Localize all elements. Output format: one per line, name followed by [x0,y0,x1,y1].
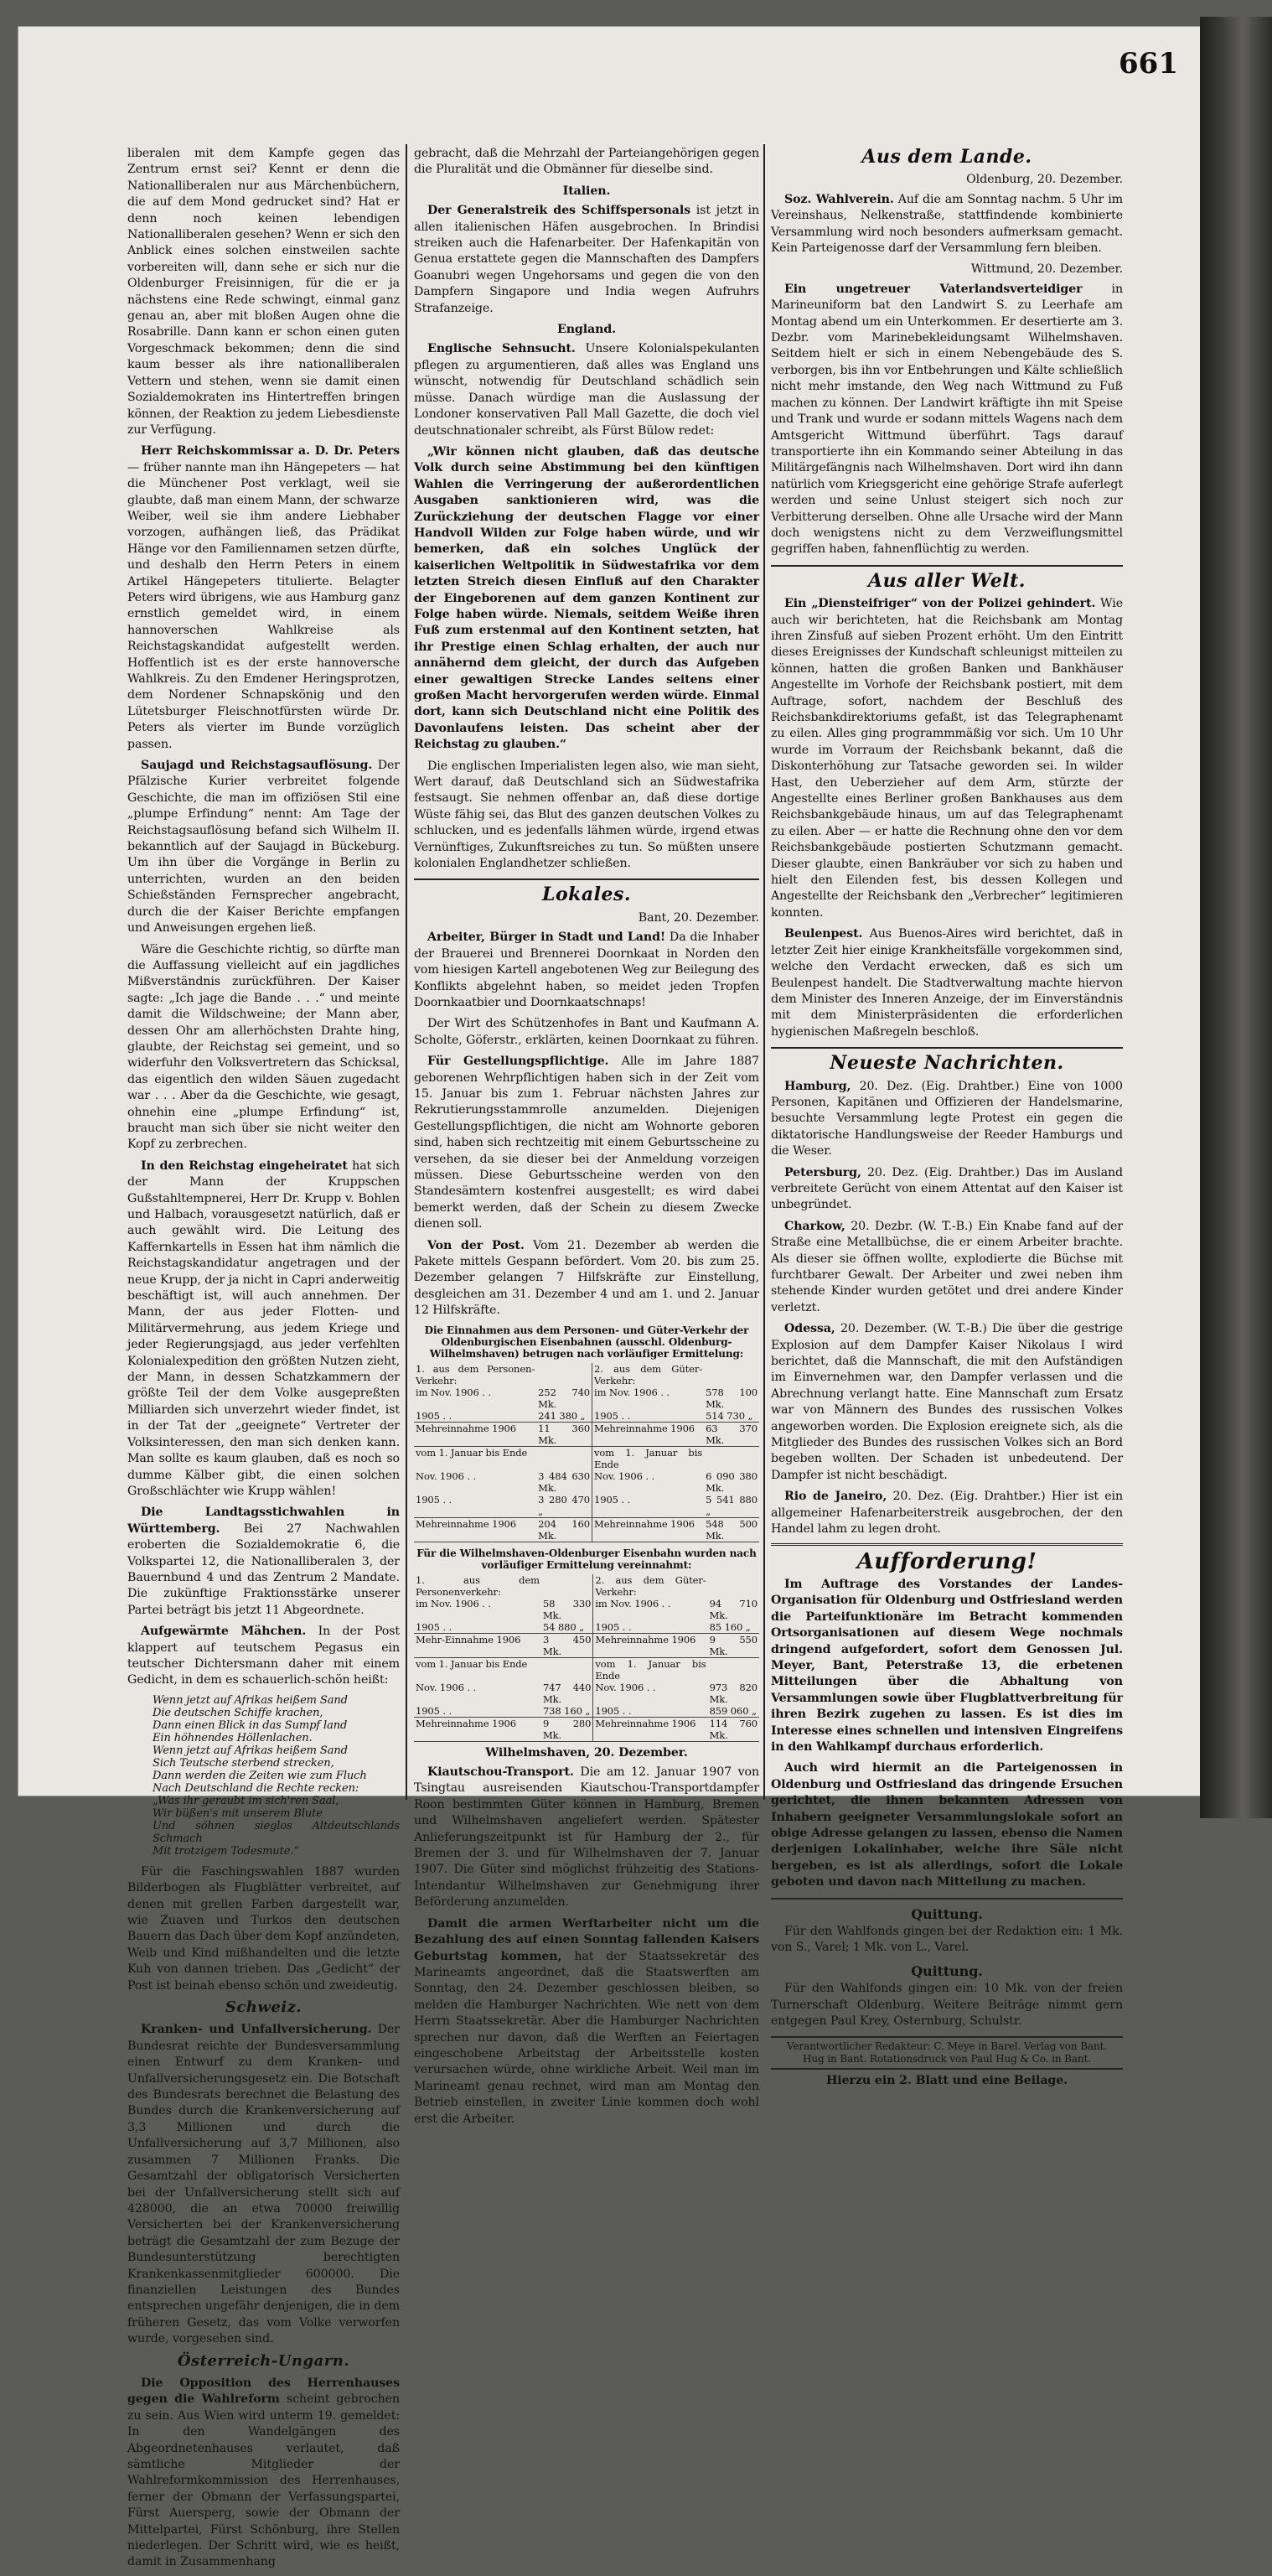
column-rule-2 [763,144,765,1800]
section-heading: Aufforderung! [856,1548,1037,1574]
section-heading: Schweiz. [225,1998,302,2017]
paragraph-lead: Charkow, [784,1219,845,1233]
paragraph-lead: Die Opposition des Herrenhauses gegen die Wahlreform [127,2376,400,2407]
paragraph: Kiautschou-Transport. Die am 12. Januar 1907 von Tsingtau ausreisenden Kiautschou-Transportdampfer Roon bestimmten Güter können in Hamburg, Bremen und Wilhelmshaven angeliefert werden. Spätester Anlieferungszeitpunkt ist für Hamburg der 2., für Bremen der 3. und für Wilhelmshaven der 7. Januar 1907. Die Güter sind möglichst frühzeitig des Stations-Intendantur Wilhelmshaven zur Genehmigung ihrer Beförderung anzumelden. [414,1765,759,1910]
dateline: Bant, 20. Dezember. [638,910,759,925]
paragraph: Für Gestellungspflichtige. Alle im Jahre 1887 geborenen Wehrpflichtigen haben sich in der Zeit vom 15. Januar bis zum 1. Februar nächsten Jahres zur Rekrutierungsstammrolle anzumelden. Diejenigen Gestellungspflichtigen, die nicht am Wohnorte geboren sind, haben sich rechtzeitig mit einem Geburtsscheine zu versehen, da sie dieser bei der Anmeldung vorzeigen müssen. Diese Geburtsscheine werden von den Standesämtern kostenfrei ausgestellt; es wird dabei bemerkt werden, daß der Schein zu diesem Zwecke dienen soll. [414,1055,759,1231]
paragraph: Damit die armen Werftarbeiter nicht um die Bezahlung des auf einen Sonntag fallenden Kaisers Geburtstag kommen, hat der Staatssekretär des Marineamts angeordnet, daß die Staatswerften am Sonntag, den 24. Dezember geschlossen bleiben, so melden die Hamburger Nachrichten. Wie nett von dem Herrn Staatssekretär. Aber die Hamburger Nachrichten sprechen nur davon, daß die Werften an Feiertagen eingeschobene Arbeitstag der Arbeitsstelle kosten verursachen würde, ohne wirkliche Arbeit. Weil man im Marineamt genau rechnet, wird man am Montag den Betrieb einstellen, in zweiter Linie kommen doch wohl erst die Arbeiter. [414,1916,759,2126]
paragraph: Charkow, 20. Dezbr. (W. T.-B.) Ein Knabe fand auf der Straße eine Metallbüchse, die er einem Arbeiter brachte. Als dieser sie öffnen wollte, explodierte die Büchse mit furchtbarer Gewalt. Der Arbeiter und zwei neben ihm stehende Kinder wurden getötet und drei andere Kinder verletzt. [771,1219,1123,1314]
imprint-line: Verantwortlicher Redakteur: C. Meye in Barel. Verlag von Bant. [786,2040,1108,2053]
paragraph-lead: Petersburg, [784,1165,861,1179]
poem-line: Nach Deutschland die Rechte recken: [153,1781,359,1795]
divider [771,565,1123,567]
paragraph: „Wir können nicht glauben, daß das deutsche Volk durch seine Abstimmung bei den künftigen Wahlen die Verringerung der außerordentlichen Ausgaben sanktionieren wird, was die Zurückziehung der deutschen Flagge vor einer Handvoll Wilden zur Folge haben würde, und wir bemerken, daß ein solches Unglück der kaiserlichen Weltpolitik in Südwestafrika vor dem letzten Streich diesen Einfluß auf den Charakter der Eingeborenen auf dem ganzen Kontinent zur Folge haben würde. Niemals, seitdem Weiße ihren Fuß zum erstenmal auf den Kontinent setzten, hat ihr Prestige einen Schlag erhalten, der auch nur annähernd dem gleicht, der durch das Aufgeben einer gewaltigen Strecke Landes seitens einer großen Macht hervorgerufen werden würde. Einmal dort, kann sich Deutschland nicht eine Politik des Davonlaufens leisten. Das scheint aber der Reichstag zu glauben.“ [414,444,759,752]
paragraph: Aufgewärmte Mähchen. In der Post klappert auf teutschem Pegasus ein teutscher Dichtersmann daher mit einem Gedicht, in dem es schauerlich-schön heißt: [127,1625,400,1687]
poem [153,1694,400,1858]
paragraph-lead: Ein ungetreuer Vaterlandsverteidiger [784,282,1083,296]
paragraph: Ein „Diensteifriger“ von der Polizei gehindert. Wie auch wir berichteten, hat die Reichsbank am Montag ihren Zinsfuß auf sieben Prozent erhöht. Um den Eintritt dieses Ereignisses der Kundschaft schleunigst mitteilen zu können, hatten die großen Banken und Bankhäuser Angestellte im Vorhofe der Reichsbank postiert, mit dem Auftrage, sofort, nachdem der Beschluß des Reichsbankdirektoriums gefaßt, ist das Telegraphenamt zu eilen. Alles ging programmmäßig vor sich. Um 10 Uhr wurde im Vorraum der Reichsbank bekannt, daß die Diskonterhöhung zur Tatsache geworden sei. In wilder Hast, den Ueberzieher auf dem Arm, stürzte der Angestellte eines Berliner großen Bankhauses aus dem Reichsbankgebäude hinaus, um auf das Telegraphenamt zu eilen. Aber — er hatte die Rechnung ohne den vor dem Reichsbankgebäude postierten Schutzmann gemacht. Dieser glaubte, einen Bankräuber vor sich zu haben und hielt den Eilenden fest, bis dessen Kollegen und Angestellte der Reichsbank den „Verbrecher“ legitimieren konnten. [771,597,1123,920]
revenue-table-2 [414,1574,759,1742]
poem-line: Wir büßen's mit unserem Blute [153,1806,323,1820]
paragraph: Für den Wahlfonds gingen ein: 10 Mk. von der freien Turnerschaft Oldenburg. Weitere Beiträge nimmt gern entgegen Paul Krey, Osternburg, Schulstr. [771,1982,1123,2029]
table-row: Mehreinnahme 1906 11 360 Mk. Mehreinnahme 1906 63 370 Mk. [416,1422,758,1446]
table-row: im Nov. 1906 . . 252 740 Mk. im Nov. 1906 . . 578 100 Mk. [416,1386,758,1410]
paragraph-lead: Aufgewärmte Mähchen. [141,1625,307,1639]
dateline: Wittmund, 20. Dezember. [970,262,1123,277]
paragraph: Für die Faschingswahlen 1887 wurden Bilderbogen als Flugblätter verbreitet, auf denen mit grellen Farben dargestellt war, wie Zuaven und Turkos den deutschen Bauern das Dach über dem Kopf anzündeten, Weib und Kind mißhandelten und die letzte Kuh von dannen trieben. Das „Gedicht“ der Post ist beinah ebenso schön und zweideutig. [127,1864,400,1993]
table-row: Mehr-Einnahme 1906 3 450 Mk. Mehreinnahme 1906 9 550 Mk. [416,1633,758,1657]
dateline: Wilhelmshaven, 20. Dezember. [485,1745,688,1760]
paragraph: Die Opposition des Herrenhauses gegen die Wahlreform scheint gebrochen zu sein. Aus Wien wird unterm 19. gemeldet: In den Wandelgängen des Abgeordnetenhauses verlautet, daß sämtliche Mitglieder der Wahlreformkommission des Herrenhauses, ferner der Obmann der Verfassungspartei, Fürst Auersperg, sowie der Obmann der Mittelpartei, Fürst Schönburg, ihre Stellen niederlegen. Der Schritt wird, wie es heißt, damit in Zusammenhang [127,2376,400,2569]
paragraph: Petersburg, 20. Dez. (Eig. Drahtber.) Das im Ausland verbreitete Gerücht von einem Attentat auf den Kaiser ist unbegründet. [771,1165,1123,1212]
divider [414,879,759,880]
paragraph: Für den Wahlfonds gingen bei der Redaktion ein: 1 Mk. von S., Varel; 1 Mk. von L., Varel. [771,1925,1123,1955]
poem-line: Ein höhnendes Höllenlachen. [153,1731,313,1744]
paragraph: Von der Post. Vom 21. Dezember ab werden die Pakete mittels Gespann befördert. Vom 20. bis zum 25. Dezember gelangen 7 Hilfskräfte zur Einstellung, desgleichen am 31. Dezember 4 und am 1. und 2. Januar 12 Hilfskräfte. [414,1238,759,1318]
poem-line: Dann einen Blick in das Sumpf land [153,1718,348,1732]
table-row: Nov. 1906 . . 747 440 Mk. Nov. 1906 . . 973 820 Mk. [416,1681,758,1705]
paragraph: Herr Reichskommissar a. D. Dr. Peters — früher nannte man ihn Hängepeters — hat die Münchener Post verklagt, weil sie glaubte, daß man einem Mann, der schwarze Weiber, weil sie ihm andere Liebhaber vorzogen, aufhängen ließ, das Prädikat Hänge vor den Familiennamen setzen dürfte, und deshalb den Herrn Peters in einem Artikel Hängepeters titulierte. Belagter Peters wird übrigens, wie aus Hamburg ganz ernstlich gemeldet wird, in einem hannoverschen Wahlkreise als Reichstagskandidat aufgestellt werden. Hoffentlich ist es der erste hannoversche Wahlkreis. Zu den Emdener Heringsprotzen, dem Nordener Schnapskönig und den Lütetsburger Fleischnotfürsten würde Dr. Peters als vierter im Bunde vorzüglich passen. [127,444,400,751]
paragraph: Wäre die Geschichte richtig, so dürfte man die Auffassung vielleicht auf ein jagdliches Mißverständnis zurückführen. Der Kaiser sagte: „Ich jage die Bande . . .“ und meinte damit die Wildschweine; der Mann aber, dessen Ohr am allerhöchsten Drahte hing, glaubte, der Reichstag sei gemeint, und so widerfuhr den Volksvertretern das Schicksal, das eigentlich den wilden Säuen zugedacht war . . . Aber da die Geschichte, wie gesagt, ohnehin eine „plumpe Erfindung“ ist, braucht man sich über sie nicht weiter den Kopf zu zerbrechen. [127,942,400,1152]
poem-line: Dann werden die Zeiten wie zum Fluch [153,1769,367,1782]
paragraph-lead: In den Reichstag eingeheiratet [141,1158,348,1173]
paragraph: In den Reichstag eingeheiratet hat sich der Mann der Kruppschen Gußstahltempnerei, Herr Dr. Krupp v. Bohlen und Halbach, vorausgesetzt natürlich, daß er auch gewählt wird. Die Leitung des Kaffernkartells in Essen hat ihm nämlich die Reichstagskandidatur angetragen und der neue Krupp, der ja nicht in Capri anderweitig beschäftigt ist, will auch annehmen. Der Mann, der aus jeder Flotten- und Militärvermehrung, aus jedem Kriege und jeder Regierungsjagd, aus jeder verfehlten Kolonialexpedition den größten Nutzen zieht, der Mann, in dessen Schatzkammern der größte Teil der dem Volke ausgepreßten Milliarden sich unverzehrt wieder findet, ist in der Tat der „geeignete“ Vertreter der Volksinteressen, den man sich denken kann. Man sollte es kaum glauben, daß es noch so dumme Kälber gibt, die einen solchen Großschlächter wie Krupp wählen! [127,1158,400,1498]
paragraph-lead: Odessa, [784,1322,835,1336]
paragraph: Die englischen Imperialisten legen also, wie man sieht, Wert darauf, daß Deutschland sich an Südwestafrika festsaugt. Sie nehmen offenbar an, daß diese dortige Wüste fähig sei, das Blut des ganzen deutschen Volkes zu schlucken, und es jedenfalls lähmen würde, irgend etwas Vernünftiges, Zukunftsreiches zu tun. So müßten unsere kolonialen Englandhetzer schließen. [414,759,759,871]
paragraph: Ein ungetreuer Vaterlandsverteidiger in Marineuniform bat den Landwirt S. zu Leerhafe am Montag abend um ein Unterkommen. Er desertierte am 3. Dezbr. vom Marinebekleidungsamt Wilhelmshaven. Seitdem hielt er sich in einem Nebengebäude des S. verborgen, bis ihn vor Entbehrungen und Kälte schließlich nicht mehr imstande, den Weg nach Wittmund zu Fuß machen zu können. Der Landwirt kräftigte ihn mit Speise und Trank und wurde er sodann mittels Wagens nach dem Amtsgericht Wittmund überführt. Tags darauf transportierte ihn ein Kommando seiner Abteilung in das Militärgefängnis nach Wilhelmshaven. Dort wird ihn dann natürlich vom Kriegsgericht eine gehörige Strafe auferlegt werden und seine Unlust steigert sich noch zur Verbitterung derselben. Ohne alle Ursache wird der Mann doch wenigstens nicht zu dem Verzweiflungsmittel gegriffen haben, fahnenflüchtig zu werden. [771,282,1123,557]
paragraph: Hamburg, 20. Dez. (Eig. Drahtber.) Eine von 1000 Personen, Kapitänen und Offizieren der Handelsmarine, besuchte Versammlung legte Protest ein gegen die diktatorische Handlungsweise der Reeder Hamburgs und die Weser. [771,1079,1123,1158]
paragraph: Der Wirt des Schützenhofes in Bant und Kaufmann A. Scholte, Göferstr., erklärten, keinen Doornkaat zu führen. [414,1017,759,1047]
paragraph: Kranken- und Unfallversicherung. Der Bundesrat reichte der Bundesversammlung einen Entwurf zu dem Kranken- und Unfallversicherungsgesetz ein. Die Botschaft des Bundesrats berechnet die Belastung des Bundes durch die Krankenversicherung auf 3,3 Millionen und durch die Unfallversicherung auf 3,7 Millionen, also zusammen 7 Millionen Franks. Die Gesamtzahl der obligatorisch Versicherten bei der Unfallversicherung stellt sich auf 428000, die an etwa 70000 freiwillig Versicherten bei der Krankenversicherung beträgt die Gesamtzahl der zum Bezuge der Bundesunterstützung berechtigten Krankenkassenmitglieder 600000. Die finanziellen Leistungen des Bundes entsprechen ungefähr denjenigen, die in dem früheren Gesetz, das vom Volke verworfen wurde, vorgesehen sind. [127,2023,400,2346]
poem-line: Die deutschen Schiffe krachen, [153,1706,323,1719]
paragraph-lead: Hamburg, [784,1079,851,1093]
paragraph-lead: Für Gestellungspflichtige. [427,1055,609,1069]
table-row: 1. aus dem Personenverkehr: 2. aus dem Güter-Verkehr: [416,1573,706,1598]
paragraph-lead: Kiautschou-Transport. [427,1765,574,1780]
paragraph: Saujagd und Reichstagsauflösung. Der Pfälzische Kurier verbreitet folgende Geschichte, die man im offiziösen Stil eine „plumpe Erfindung“ nennt: Am Tage der Reichstagsauflösung befand sich Wilhelm II. bekanntlich auf der Saujagd in Bückeburg. Um ihn über die Vorgänge in Berlin zu unterrichten, wurden an den beiden Schießständen Fernsprecher angebracht, durch die der Kaiser Berichte empfangen und Anweisungen ergehen ließ. [127,759,400,936]
divider [771,1047,1123,1049]
table-caption: Für die Wilhelmshaven-Oldenburger Eisenbahn wurden nach vorläufiger Ermittelung vereinnahmt: [416,1547,757,1571]
section-heading: England. [556,323,616,337]
paragraph-lead: Saujagd und Reichstagsauflösung. [141,759,373,773]
paragraph: Die Landtagsstichwahlen in Württemberg. Bei 27 Nachwahlen eroberten die Sozialdemokratie 6, die Volkspartei 12, die Nationalliberalen 3, der Bauernbund 4 und das Zentrum 2 Mandate. Die zukünftige Fraktionsstärke unserer Partei beträgt bis jetzt 11 Abgeordnete. [127,1506,400,1617]
paragraph: Odessa, 20. Dezember. (W. T.-B.) Die über die gestrige Explosion auf dem Dampfer Kaiser Nikolaus I wird berichtet, daß die Mannschaft, die mit den Aufständigen im Einvernehmen war, den Dampfer verlassen und die Abrechnung verlangt hatte. Eine Mannschaft zum Ersatz war von Männern des Bundes des russischen Volkes angeworben worden. Die Explosion ereignete sich, als die Mitglieder des Bundes des russischen Volkes sich an Bord begeben wollten. Der Schaden ist unbedeutend. Der Dampfer ist nicht beschädigt. [771,1322,1123,1482]
newspaper-page [18,27,1200,2569]
paragraph: Soz. Wahlverein. Auf die am Sonntag nachm. 5 Uhr im Vereinshaus, Nelkenstraße, stattfindende kombinierte Versammlung wird noch besonders aufmerksam gemacht. Kein Parteigenosse darf der Versammlung fern bleiben. [771,192,1123,256]
paragraph-lead: Die Landtagsstichwahlen in Württemberg. [127,1506,400,1536]
table-row: vom 1. Januar bis Ende vom 1. Januar bis Ende [416,1657,706,1682]
footer-note: Hierzu ein 2. Blatt und eine Beilage. [825,2074,1068,2088]
column-3 [771,146,1123,2090]
paragraph-lead: Herr Reichskommissar a. D. Dr. Peters [141,444,400,459]
poem-line: „Was ihr geraubt im sich'ren Saal, [153,1794,339,1807]
paragraph: liberalen mit dem Kampfe gegen das Zentrum ernst sei? Kennt er denn die Nationalliberalen nur aus Märchenbüchern, die auf dem Mond gedrucket sind? Hat er denn noch keinen lebendigen Nationalliberalen gesehen? Wenn er sich den Anblick eines solchen einstweilen sachte vorbereiten will, dann sehe er sich nur die Oldenburger Freisinnigen, für die er ja nächstens eine Rede schwingt, einmal ganz genau an, aber mit bloßen Augen ohne die Rosabrille. Dann kann er schon einen guten Vorgeschmack bekommen; denn die sind kaum besser als ihre nationalliberalen Vettern und stehen, wenn sie damit einen Sozialdemokraten ins Hintertreffen bringen können, der Reaktion zu jedem Liebesdienste zur Verfügung. [127,147,400,437]
dateline: Oldenburg, 20. Dezember. [966,173,1123,187]
paragraph-lead: Von der Post. [427,1238,525,1252]
paragraph: Rio de Janeiro, 20. Dez. (Eig. Drahtber.) Hier ist ein allgemeiner Hafenarbeiterstreik ausgebrochen, der den Handel lahm zu legen droht. [771,1490,1124,1537]
paragraph-lead: Kranken- und Unfallversicherung. [141,2023,372,2037]
notice-box [771,1543,1123,1891]
paragraph: Beulenpest. Aus Buenos-Aires wird berichtet, daß in letzter Zeit hier einige Krankheitsfälle vorgekommen sind, welche den Verdacht erwecken, daß es sich um Beulenpest handelt. Die Stadtverwaltung machte hiervon dem Minister des Inneren Anzeige, der im Einverständnis mit dem Ministerpräsidenten die erforderlichen hygienischen Maßregeln beschloß. [771,927,1123,1039]
poem-line: Mit trotzigem Todesmute.“ [153,1844,299,1858]
section-heading: Quittung. [911,1905,983,1922]
column-rule-1 [406,144,407,1800]
paragraph-lead: Englische Sehnsucht. [427,342,576,356]
poem-line: Und söhnen sieglos Altdeutschlands Schmach [153,1819,400,1845]
section-heading: Österreich-Ungarn. [177,2351,350,2370]
section-heading: Lokales. [541,884,632,906]
table-row: vom 1. Januar bis Ende vom 1. Januar bis Ende [416,1446,703,1470]
column-1 [127,146,400,2576]
table-row: 1905 . . 3 280 470 „ 1905 . . 5 541 880 „ [416,1493,758,1517]
paragraph-lead: Beulenpest. [784,927,863,941]
table-row: 1905 . . 738 160 „ 1905 . . 859 060 „ [416,1704,757,1717]
section-heading: Aus aller Welt. [868,569,1026,592]
poem-line: Wenn jetzt auf Afrikas heißem Sand [153,1693,348,1707]
column-2 [414,146,759,2133]
poem-line: Wenn jetzt auf Afrikas heißem Sand [153,1744,348,1757]
paragraph: Arbeiter, Bürger in Stadt und Land! Da die Inhaber der Brauerei und Brennerei Doornkaat in Norden den vom hiesigen Kartell angebotenen Weg zur Beilegung des Konflikts abgelehnt haben, so meidet jeden Tropfen Doornkaatbier und Doornkaatschnaps! [414,930,759,1009]
paragraph: Auch wird hiermit an die Parteigenossen in Oldenburg und Ostfriesland das dringende Ersuchen gerichtet, die ihnen bekannten Adressen von Inhabern geeigneter Versammlungslokale sofort an obige Adresse gelangen zu lassen, ebenso die Namen derjenigen Lokalinhaber, welche ihre Säle nicht hergeben, es ist als allerdings, sofort die Lokale geboten und davon nach Mitteilung zu machen. [771,1761,1123,1889]
poem-line: Sich Teutsche sterbend strecken, [153,1756,334,1770]
page-number: 661 [1119,47,1178,80]
imprint [771,2036,1123,2070]
table-row: 1. aus dem Personen-Verkehr: 2. aus dem Güter-Verkehr: [416,1362,703,1386]
paragraph-lead: Damit die armen Werftarbeiter nicht um die Bezahlung des auf einen Sonntag fallenden Kaisers Geburtstag kommen, [414,1916,759,1963]
table-row: Nov. 1906 . . 3 484 630 Mk. Nov. 1906 . . 6 090 380 Mk. [416,1469,758,1494]
table-row: im Nov. 1906 . . 58 330 Mk. im Nov. 1906 . . 94 710 Mk. [416,1597,758,1621]
table-row: 1905 . . 241 380 „ 1905 . . 514 730 „ [416,1409,753,1422]
paragraph: Englische Sehnsucht. Unsere Kolonialspekulanten pflegen zu argumentieren, daß alles was England uns wünscht, notwendig für Deutschland schädlich sein müsse. Danach würdige man die Auslassung der Londoner konservativen Pall Mall Gazette, die doch viel deutschnationaler schreibt, als Fürst Bülow redet: [414,342,760,438]
table-caption: Die Einnahmen aus dem Personen- und Güter-Verkehr der Oldenburgischen Eisenbahnen (ausschl. Oldenburg-Wilhelmshaven) betrugen nach vorläufiger Ermittelung: [424,1324,749,1360]
imprint-line: Hug in Bant. Rotationsdruck von Paul Hug & Co. in Bant. [802,2053,1092,2065]
table-row: Mehreinnahme 1906 9 280 Mk. Mehreinnahme 1906 114 760 Mk. [416,1717,758,1741]
paragraph-lead: Arbeiter, Bürger in Stadt und Land! [427,930,666,945]
paragraph: Im Auftrage des Vorstandes der Landes-Organisation für Oldenburg und Ostfriesland werden die Parteifunktionäre im Betracht kommenden Ortsorganisationen auf diesem Wege nochmals dringend aufgefordert, sofort dem Genossen Jul. Meyer, Bant, Peterstraße 13, die erbetenen Mitteilungen über die Abhaltung von Versammlungen sowie über Flugblattverbreitung für ihren Bezirk zugehen zu lassen. Es ist dies im Interesse eines schnellen und intensiven Eingreifens in den Wahlkampf durchaus erforderlich. [771,1577,1123,1754]
paragraph-lead: Rio de Janeiro, [784,1490,887,1504]
paragraph-lead: Ein „Diensteifriger“ von der Polizei gehindert. [784,597,1096,611]
book-binding-edge [1200,17,1272,1818]
divider [771,1898,1123,1900]
section-heading: Quittung. [911,1962,983,1979]
paragraph-lead: Soz. Wahlverein. [784,192,894,206]
section-heading: Aus dem Lande. [861,146,1032,168]
section-heading: Italien. [562,184,611,198]
revenue-table-1 [414,1363,759,1542]
paragraph: gebracht, daß die Mehrzahl der Parteiangehörigen gegen die Pluralität und die Obmänner für dieselbe sind. [414,147,759,177]
section-heading: Neueste Nachrichten. [830,1052,1064,1075]
table-row: Mehreinnahme 1906 204 160 Mk. Mehreinnahme 1906 548 500 Mk. [416,1517,758,1542]
paragraph: Der Generalstreik des Schiffspersonals ist jetzt in allen italienischen Häfen ausgebrochen. In Brindisi streiken auch die Hafenarbeiter. Der Hafenkapitän von Genua erstattete gegen die Mannschaften des Dampfers Goanubri wegen Ungehorsams und gegen die von den Dampfern Singapore und India wegen Aufruhrs Strafanzeige. [414,204,759,315]
paragraph-lead: Der Generalstreik des Schiffspersonals [427,204,690,218]
table-row: 1905 . . 54 880 „ 1905 . . 85 160 „ [416,1620,751,1633]
